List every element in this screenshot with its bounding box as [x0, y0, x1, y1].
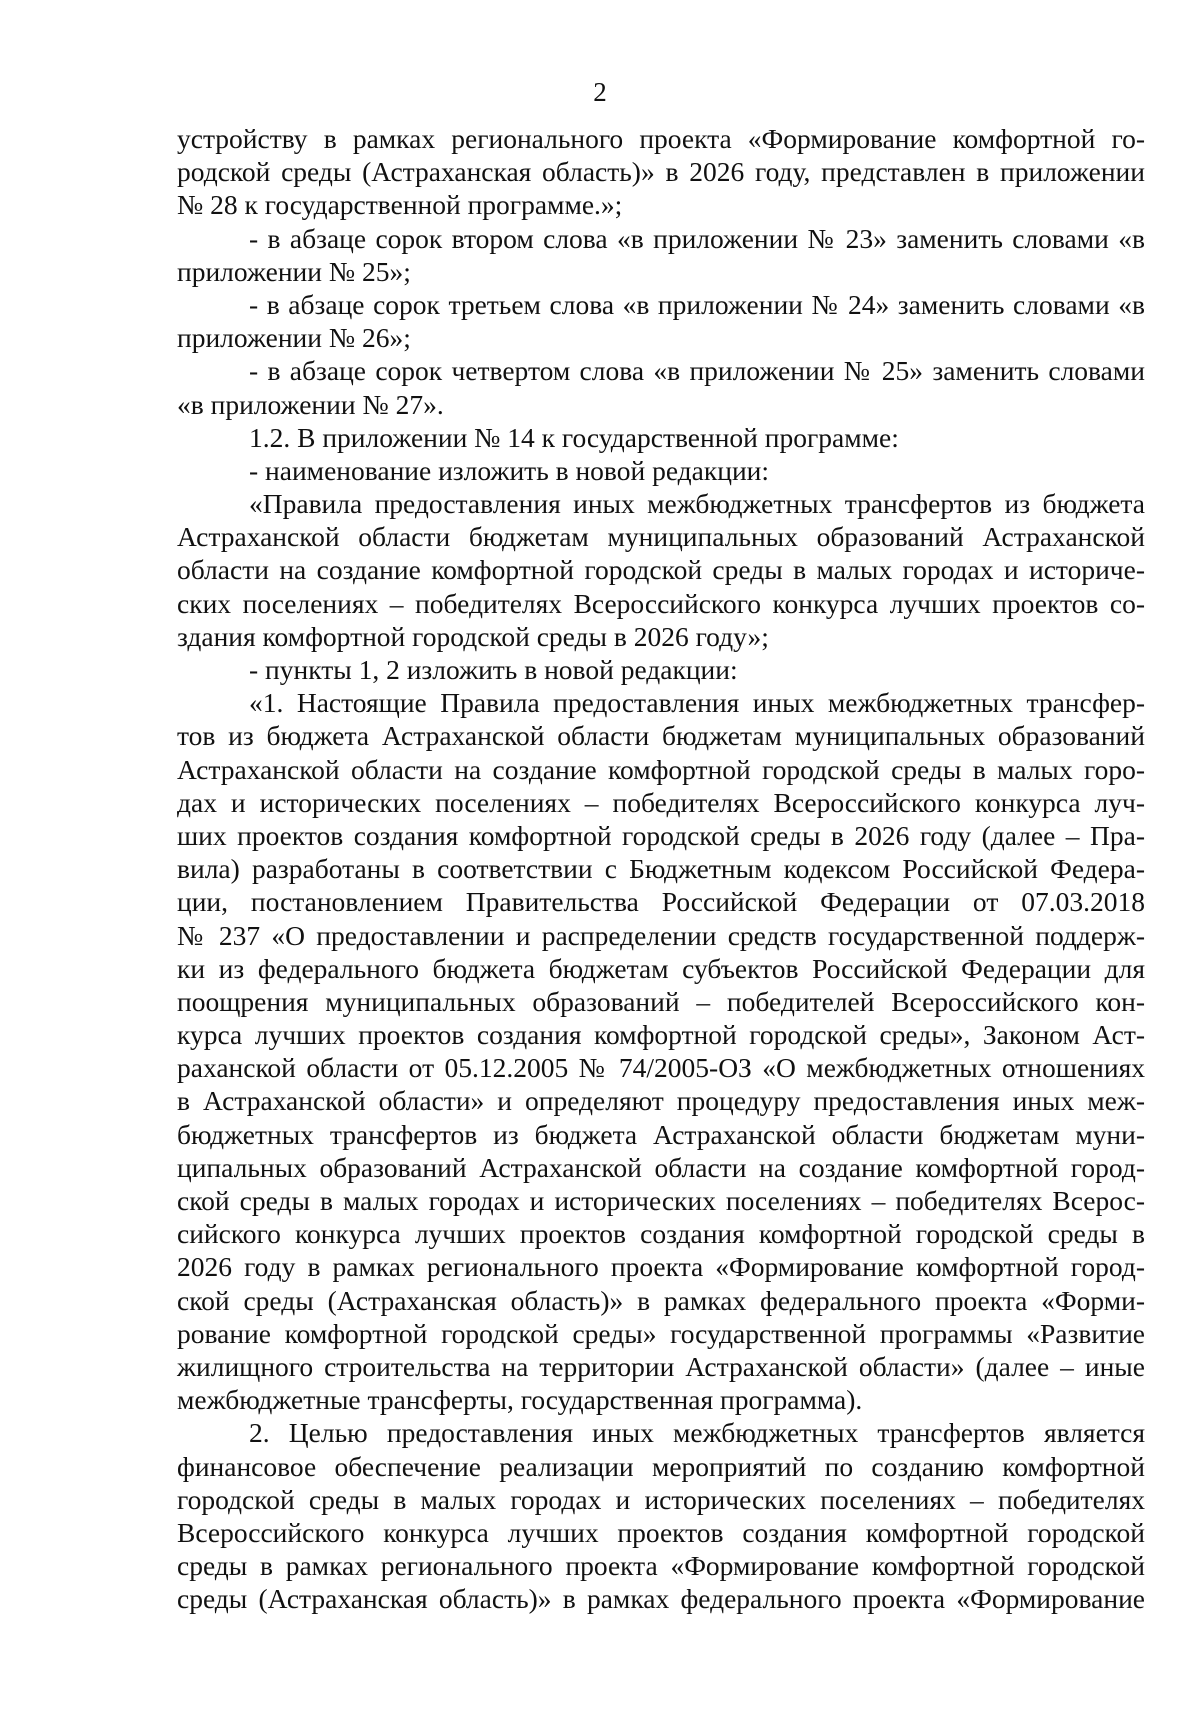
text-line: № 237 «О предоставлении и распределении средств государственной поддерж- [177, 919, 1145, 951]
text-line: - в абзаце сорок третьем слова «в приложении № 24» заменить словами «в [249, 288, 1145, 320]
page-number: 2 [593, 77, 607, 107]
text-line: городской среды в малых городах и исторических поселениях – победителях [177, 1483, 1145, 1515]
text-line: межбюджетные трансферты, государственная программа). [177, 1384, 863, 1416]
text-line: ки из федерального бюджета бюджетам субъектов Российской Федерации для [177, 952, 1145, 984]
text-line: приложении № 26»; [177, 322, 411, 354]
text-line: № 28 к государственной программе.»; [177, 189, 623, 221]
text-line: в Астраханской области» и определяют процедуру предоставления иных меж- [177, 1085, 1145, 1117]
text-line: «Правила предоставления иных межбюджетных трансфертов из бюджета [249, 488, 1145, 520]
text-line: среды в рамках регионального проекта «Формирование комфортной городской [177, 1550, 1145, 1582]
text-line: жилищного строительства на территории Астраханской области» (далее – иные [177, 1350, 1145, 1382]
text-line: раханской области от 05.12.2005 № 74/2005-ОЗ «О межбюджетных отношениях [177, 1052, 1145, 1084]
text-line: сийского конкурса лучших проектов создания комфортной городской среды в [177, 1218, 1145, 1250]
text-line: ской среды (Астраханская область)» в рамках федерального проекта «Форми- [177, 1284, 1145, 1316]
text-line: вила) разработаны в соответствии с Бюджетным кодексом Российской Федера- [177, 853, 1145, 885]
text-line: устройству в рамках регионального проекта «Формирование комфортной го- [177, 123, 1145, 154]
text-line: «1. Настоящие Правила предоставления иных межбюджетных трансфер- [249, 687, 1145, 719]
text-line: Всероссийского конкурса лучших проектов создания комфортной городской [177, 1516, 1145, 1548]
text-line: 1.2. В приложении № 14 к государственной программе: [249, 421, 899, 453]
text-line: поощрения муниципальных образований – победителей Всероссийского кон- [177, 985, 1145, 1017]
text-line: финансовое обеспечение реализации мероприятий по созданию комфортной [177, 1450, 1145, 1482]
document-body [177, 122, 1145, 1615]
text-line: рование комфортной городской среды» государственной программы «Развитие [177, 1317, 1145, 1349]
text-line: 2026 году в рамках регионального проекта «Формирование комфортной город- [177, 1251, 1145, 1283]
text-line: - в абзаце сорок четвертом слова «в приложении № 25» заменить словами [249, 355, 1145, 387]
text-line: - пункты 1, 2 изложить в новой редакции: [249, 654, 738, 685]
text-line: - наименование изложить в новой редакции: [249, 454, 770, 486]
text-line: приложении № 25»; [177, 255, 411, 287]
text-line: области на создание комфортной городской среды в малых городах и историче- [177, 554, 1145, 586]
text-line: родской среды (Астраханская область)» в 2026 году, представлен в приложении [177, 156, 1145, 188]
text-line: среды (Астраханская область)» в рамках федерального проекта «Формирование [177, 1583, 1145, 1615]
text-line: 2. Целью предоставления иных межбюджетных трансфертов является [249, 1417, 1145, 1449]
text-line: здания комфортной городской среды в 2026 году»; [177, 620, 769, 652]
text-line: ции, постановлением Правительства Российской Федерации от 07.03.2018 [177, 886, 1145, 918]
text-line: Астраханской области на создание комфортной городской среды в малых горо- [177, 753, 1145, 785]
text-line: тов из бюджета Астраханской области бюджетам муниципальных образований [177, 720, 1145, 752]
text-line: ципальных образований Астраханской области на создание комфортной город- [177, 1151, 1145, 1183]
text-line: курса лучших проектов создания комфортной городской среды», Законом Аст- [177, 1019, 1145, 1051]
text-line: ских поселениях – победителях Всероссийского конкурса лучших проектов со- [177, 587, 1145, 619]
text-line: ской среды в малых городах и исторических поселениях – победителях Всерос- [177, 1185, 1145, 1216]
text-line: ших проектов создания комфортной городской среды в 2026 году (далее – Пра- [177, 819, 1145, 851]
text-line: «в приложении № 27». [177, 388, 444, 420]
text-line: бюджетных трансфертов из бюджета Астраханской области бюджетам муни- [177, 1118, 1145, 1150]
text-line: - в абзаце сорок втором слова «в приложении № 23» заменить словами «в [249, 222, 1145, 254]
text-line: Астраханской области бюджетам муниципальных образований Астраханской [177, 521, 1145, 553]
text-line: дах и исторических поселениях – победителях Всероссийского конкурса луч- [177, 786, 1145, 818]
